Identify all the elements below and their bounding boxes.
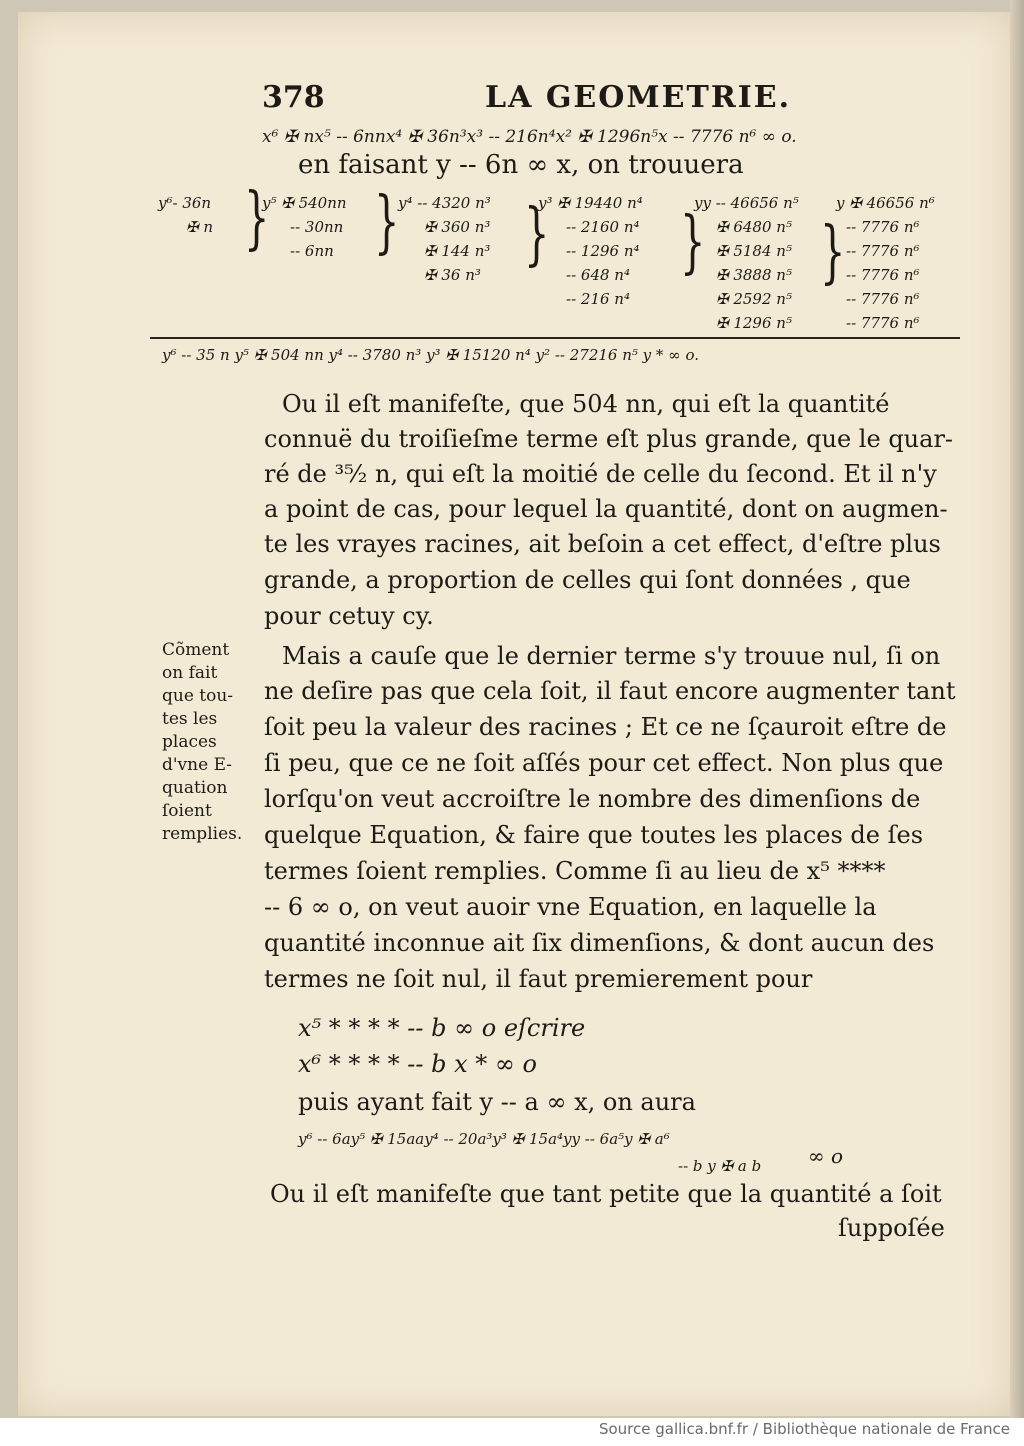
margin-line: ſoient bbox=[162, 801, 212, 821]
text-line: grande, a proportion de celles qui ſont données , que bbox=[264, 566, 911, 594]
margin-line: places bbox=[162, 732, 217, 752]
final-equation-line: -- b y ✠ a b bbox=[678, 1157, 762, 1175]
margin-line: Cõment bbox=[162, 640, 230, 660]
text-line: Ou il eſt manifeſte, que 504 nn, qui eſt la quantité bbox=[282, 390, 890, 418]
next-page-edge bbox=[1010, 0, 1024, 1418]
sum-rule bbox=[150, 337, 960, 339]
table-cell: y⁴ -- 4320 n³ bbox=[398, 194, 491, 212]
display-equation: x⁶ * * * * -- b x * ∞ o bbox=[298, 1050, 538, 1078]
brace: } bbox=[374, 183, 400, 263]
table-cell: ✠ n bbox=[186, 218, 213, 236]
sum-equation: y⁶ -- 35 n y⁵ ✠ 504 nn y⁴ -- 3780 n³ y³ ✠ 15120 n⁴ y² -- 27216 n⁵ y * ∞ o. bbox=[162, 346, 699, 364]
margin-line: d'vne E- bbox=[162, 755, 233, 775]
table-cell: y ✠ 46656 n⁶ bbox=[836, 194, 935, 212]
table-cell: -- 7776 n⁶ bbox=[846, 218, 920, 236]
margin-line: remplies. bbox=[162, 824, 243, 844]
table-cell: -- 648 n⁴ bbox=[566, 266, 630, 284]
table-cell: -- 7776 n⁶ bbox=[846, 266, 920, 284]
page-number: 378 bbox=[262, 80, 325, 115]
table-cell: y³ ✠ 19440 n⁴ bbox=[538, 194, 643, 212]
text-line: quantité inconnue ait ſix dimenſions, & dont aucun des bbox=[264, 929, 935, 957]
text-line: pour cetuy cy. bbox=[264, 602, 434, 630]
table-cell: ✠ 5184 n⁵ bbox=[716, 242, 792, 260]
text-line: connuë du troiſieſme terme eſt plus grande, que le quar- bbox=[264, 425, 954, 453]
table-cell: ✠ 36 n³ bbox=[424, 266, 481, 284]
table-cell: -- 7776 n⁶ bbox=[846, 290, 920, 308]
catchword: ſuppoſée bbox=[838, 1214, 945, 1242]
table-cell: ✠ 6480 n⁵ bbox=[716, 218, 792, 236]
text-line: te les vrayes racines, ait beſoin a cet effect, d'eſtre plus bbox=[264, 530, 941, 558]
text-line: lorſqu'on veut accroiſtre le nombre des dimenſions de bbox=[264, 785, 921, 813]
table-cell: ✠ 144 n³ bbox=[424, 242, 491, 260]
table-cell: ✠ 1296 n⁵ bbox=[716, 314, 792, 332]
final-equation-rhs: ∞ o bbox=[808, 1144, 844, 1168]
brace: } bbox=[820, 213, 846, 293]
table-cell: -- 7776 n⁶ bbox=[846, 314, 920, 332]
table-cell: y⁵ ✠ 540nn bbox=[262, 194, 347, 212]
brace: } bbox=[524, 195, 550, 275]
table-cell: -- 2160 n⁴ bbox=[566, 218, 640, 236]
brace: } bbox=[244, 179, 270, 259]
text-line: termes ſoient remplies. Comme ſi au lieu de x⁵ **** bbox=[264, 857, 886, 885]
text-line: termes ne ſoit nul, il faut premierement pour bbox=[264, 965, 813, 993]
margin-line: on fait bbox=[162, 663, 218, 683]
table-cell: ✠ 3888 n⁵ bbox=[716, 266, 792, 284]
text-line: -- 6 ∞ o, on veut auoir vne Equation, en laquelle la bbox=[264, 893, 877, 921]
intro-line: en faisant y -- 6n ∞ x, on trouuera bbox=[298, 150, 744, 180]
table-cell: ✠ 360 n³ bbox=[424, 218, 491, 236]
table-cell: -- 6nn bbox=[290, 242, 334, 260]
closing-line: Ou il eſt manifeſte que tant petite que la quantité a ſoit bbox=[270, 1180, 942, 1208]
table-cell: -- 1296 n⁴ bbox=[566, 242, 640, 260]
display-equation: x⁵ * * * * -- b ∞ o eſcrire bbox=[298, 1014, 586, 1042]
table-cell: -- 30nn bbox=[290, 218, 344, 236]
text-line: ne deſire pas que cela ſoit, il faut encore augmenter tant bbox=[264, 677, 956, 705]
running-title: LA GEOMETRIE. bbox=[485, 80, 792, 115]
text-line: ſoit peu la valeur des racines ; Et ce ne ſçauroit eſtre de bbox=[264, 713, 947, 741]
table-cell: -- 216 n⁴ bbox=[566, 290, 630, 308]
table-cell: y⁶- 36n bbox=[158, 194, 212, 212]
margin-line: quation bbox=[162, 778, 228, 798]
display-equation: puis ayant fait y -- a ∞ x, on aura bbox=[298, 1088, 696, 1116]
source-credit: Source gallica.bnf.fr / Bibliothèque nationale de France bbox=[598, 1420, 1010, 1438]
table-cell: yy -- 46656 n⁵ bbox=[694, 194, 799, 212]
text-line: a point de cas, pour lequel la quantité, dont on augmen- bbox=[264, 495, 948, 523]
text-line: quelque Equation, & faire que toutes les places de ſes bbox=[264, 821, 924, 849]
margin-line: que tou- bbox=[162, 686, 234, 706]
final-equation-line: y⁶ -- 6ay⁵ ✠ 15aay⁴ -- 20a³y³ ✠ 15a⁴yy -- 6a⁵y ✠ a⁶ bbox=[298, 1130, 670, 1148]
brace: } bbox=[680, 203, 706, 283]
table-cell: -- 7776 n⁶ bbox=[846, 242, 920, 260]
equation-top: x⁶ ✠ nx⁵ -- 6nnx⁴ ✠ 36n³x³ -- 216n⁴x² ✠ 1296n⁵x -- 7776 n⁶ ∞ o. bbox=[262, 127, 797, 147]
margin-line: tes les bbox=[162, 709, 218, 729]
table-cell: ✠ 2592 n⁵ bbox=[716, 290, 792, 308]
text-line: ré de ³⁵⁄₂ n, qui eſt la moitié de celle du ſecond. Et il n'y bbox=[264, 460, 937, 488]
text-line: ſi peu, que ce ne ſoit aſſés pour cet effect. Non plus que bbox=[264, 749, 944, 777]
text-line: Mais a cauſe que le dernier terme s'y trouue nul, ſi on bbox=[282, 642, 941, 670]
